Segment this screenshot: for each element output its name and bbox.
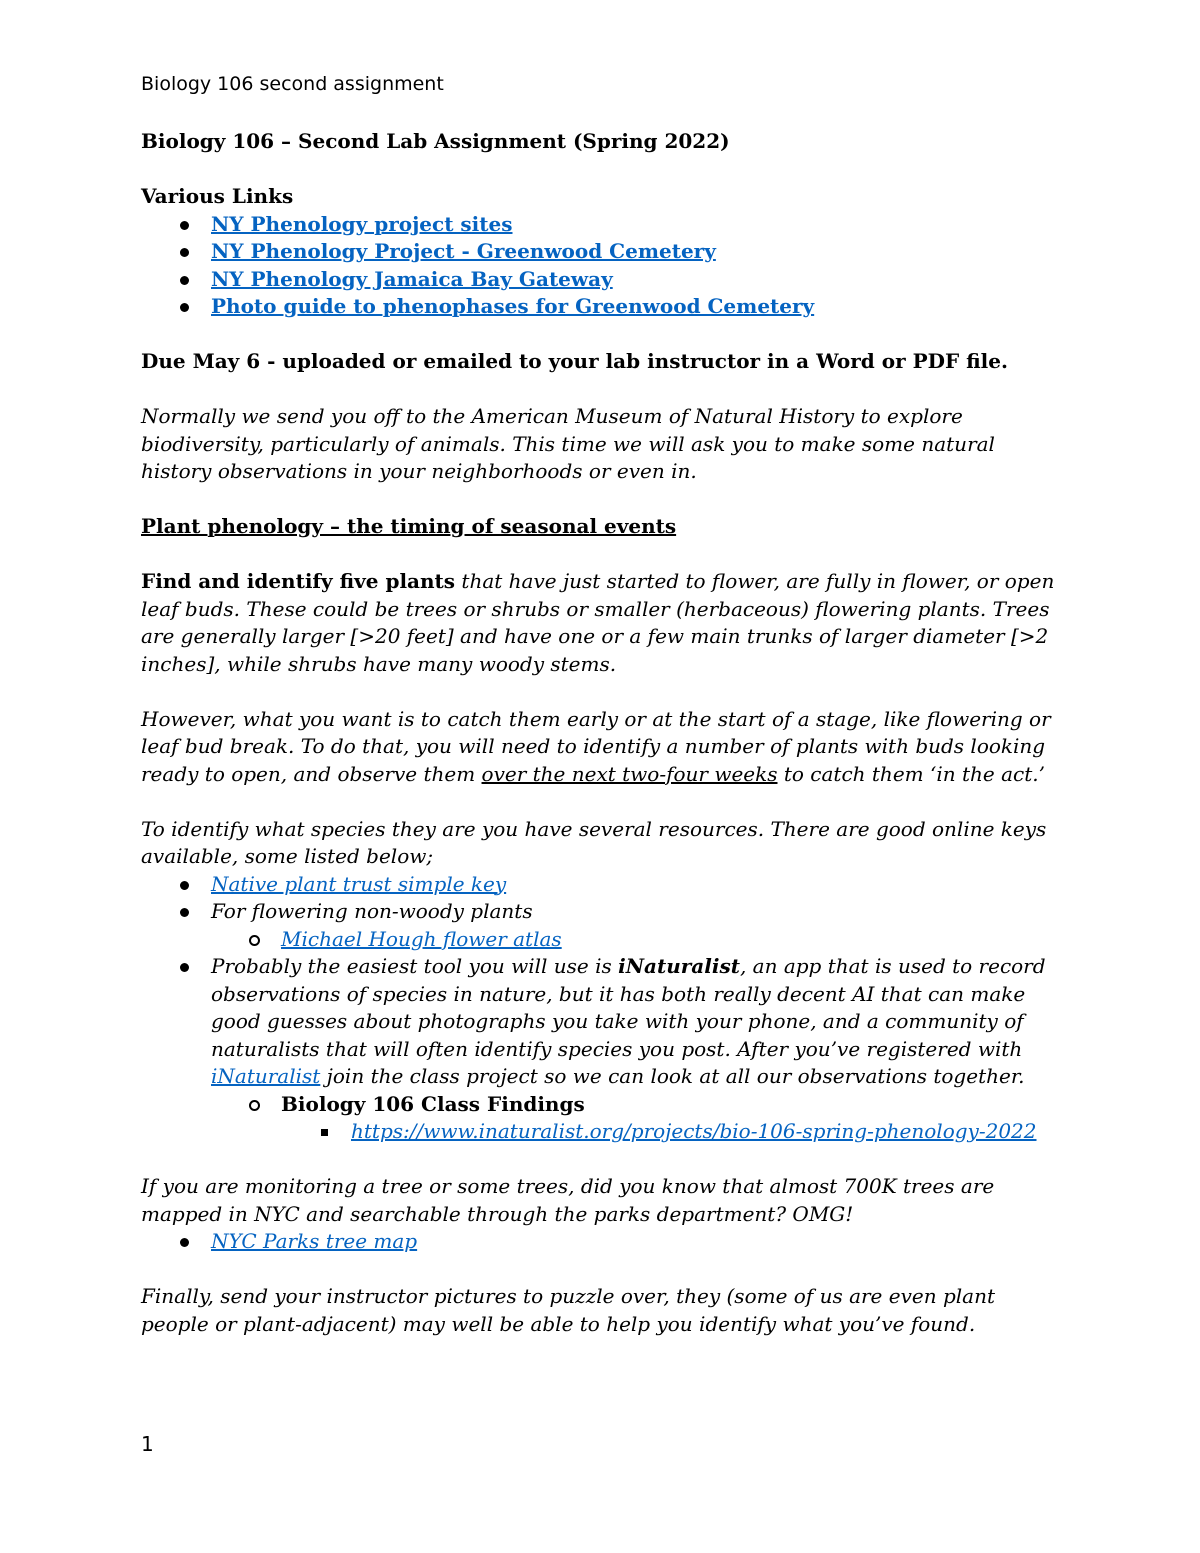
link-project-url[interactable]: https://www.inaturalist.org/projects/bio-106-spring-phenology-2022 [351, 1119, 1037, 1143]
link-tree-map[interactable]: NYC Parks tree map [211, 1229, 418, 1253]
bullet-icon [180, 276, 189, 285]
page-number: 1 [141, 1432, 154, 1456]
list-item [141, 1228, 1066, 1256]
identify-intro: To identify what species they are you have several resources. There are good online keys available, some listed below; [141, 816, 1047, 868]
links-heading: Various Links [141, 184, 294, 208]
link-phenology-sites[interactable]: NY Phenology project sites [211, 211, 513, 236]
bullet-icon [180, 881, 189, 890]
nested-list [211, 926, 1066, 954]
list-item [211, 926, 1066, 954]
circle-bullet-icon [249, 935, 260, 946]
link-inaturalist[interactable]: iNaturalist [211, 1064, 321, 1088]
bullet-icon [180, 248, 189, 257]
find-paragraph [141, 568, 1066, 678]
find-rest: that have just started to flower, are fully in flower, or open leaf buds. These could be trees or shrubs or smaller (herbaceous) flowering plants. Trees are generally larger [>20 feet] and have one or a few main trunks of larger diameter [>2 inches], while shrubs have many woody stems. [141, 569, 1055, 676]
square-bullet-icon [321, 1129, 328, 1136]
link-hough-atlas[interactable]: Michael Hough flower atlas [281, 926, 562, 951]
bullet-icon [180, 303, 189, 312]
trees-paragraph: If you are monitoring a tree or some trees, did you know that almost 700K trees are mapped in NYC and searchable through the parks department? OMG! [141, 1174, 995, 1226]
list-item [211, 1091, 1066, 1146]
link-photo-guide[interactable]: Photo guide to phenophases for Greenwood Cemetery [211, 294, 815, 318]
section-heading: Plant phenology – the timing of seasonal events [141, 514, 677, 538]
list-item [141, 293, 1066, 321]
finally-paragraph: Finally, send your instructor pictures to puzzle over, they (some of us are even plant people or plant-adjacent) may well be able to help you identify what you’ve found. [141, 1284, 996, 1336]
class-findings: Biology 106 Class Findings [281, 1091, 585, 1116]
intro-paragraph: Normally we send you off to the American Museum of Natural History to explore biodiversity, particularly of animals. This time we will ask you to make some natural history observations in your neighborhoods or even in. [141, 404, 995, 483]
link-greenwood-cemetery[interactable]: NY Phenology Project - Greenwood Cemetery [211, 239, 716, 263]
bullet-icon [180, 221, 189, 230]
link-jamaica-bay[interactable]: NY Phenology Jamaica Bay Gateway [211, 266, 613, 291]
however-paragraph: However, what you want is to catch them early or at the start of a stage, like flowering or leaf bud break. To do that, you will need to identify a number of plants with buds looking ready to open, and observe them over the next two-four weeks to catch them ‘in the act.’ [141, 706, 1051, 786]
tree-map-list [141, 1228, 1066, 1256]
nested-list [211, 1091, 1066, 1146]
list-item [141, 266, 1066, 294]
document-title: Biology 106 – Second Lab Assignment (Spring 2022) [141, 129, 730, 153]
list-item [141, 871, 1066, 899]
links-list [141, 211, 1066, 321]
circle-bullet-icon [249, 1100, 260, 1111]
link-native-plant-key[interactable]: Native plant trust simple key [211, 871, 507, 896]
page-header: Biology 106 second assignment [141, 73, 444, 95]
bullet-icon [180, 963, 189, 972]
find-bold: Find and identify five plants [141, 569, 456, 593]
list-item [281, 1118, 1066, 1146]
resources-list [141, 871, 1066, 1146]
nested-list [281, 1118, 1066, 1146]
underlined-phrase: over the next two-four weeks [481, 761, 778, 786]
document-body [141, 128, 1066, 1338]
list-item: Probably the easiest tool you will use is iNaturalist, an app that is used to record observations of species in nature, but it has both really decent AI that can make good guesses about photographs you take with your phone, and a community of naturalists that will often identify species you post. After you’ve registered with iNaturalist join the class project so we can look at all our observations together. Biology 106 Class Findings https://www.inaturalist.org/projects/bio-106-spring-phenology-2022 [141, 953, 1066, 1146]
list-item: For flowering non-woody plants Michael Hough flower atlas [141, 898, 1066, 953]
list-item [141, 238, 1066, 266]
list-item [141, 211, 1066, 239]
bullet-icon [180, 1238, 189, 1247]
due-date: Due May 6 - uploaded or emailed to your lab instructor in a Word or PDF file. [141, 349, 1008, 373]
bullet-icon [180, 908, 189, 917]
